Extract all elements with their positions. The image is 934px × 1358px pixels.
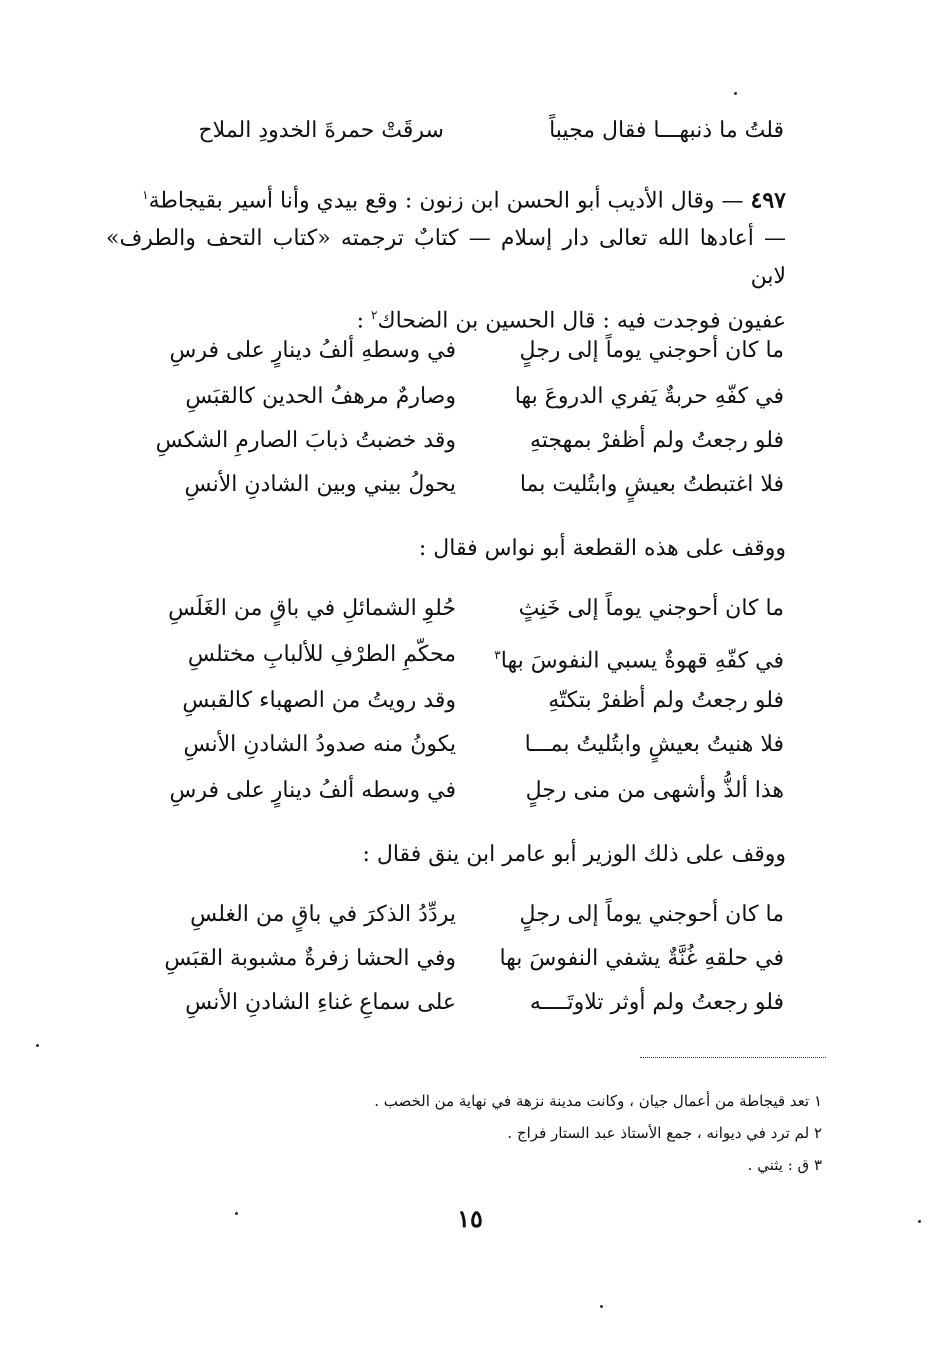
footnote-ref-1[interactable]: ١ [142, 188, 149, 202]
verse-right-hemistich: في كفّهِ حربةٌ يَفري الدروعَ بها [514, 384, 784, 409]
entry-text-3-end: : [356, 308, 372, 334]
verse-left-hemistich: في وسطهِ ألفُ دينارٍ على فرسِ [169, 338, 456, 363]
verse-row [0, 640, 934, 674]
verse-left-hemistich: في وسطه ألفُ دينارٍ على فرسِ [169, 778, 456, 803]
footnote-separator [640, 1057, 826, 1058]
verse-row [0, 594, 934, 624]
verse-right-hemistich: ما كان أحوجني يوماً إلى رجلٍ [519, 902, 784, 927]
verse-left-hemistich: يحولُ بيني وبين الشادنِ الأنسِ [184, 472, 456, 497]
entry-text-3: عفيون فوجدت فيه : قال الحسين بن الضحاك [377, 308, 786, 334]
verse-left-hemistich: وقد خضبتُ ذبابَ الصارمِ الشكسِ [155, 428, 456, 453]
verse-right-hemistich: ما كان أحوجني يوماً إلى رجلٍ [519, 338, 784, 363]
intro-abu-nuwas: ووقف على هذه القطعة أبو نواس فقال : [418, 536, 786, 561]
verse-text: في كفّهِ قهوةٌ يسبي النفوسَ بها [500, 648, 784, 674]
intro-abu-amir: ووقف على ذلك الوزير أبو عامر ابن ينق فقال : [362, 842, 786, 867]
verse-right-hemistich: قلتُ ما ذنبهـــا فقال مجيباً [549, 118, 784, 143]
footnote-3: ٣ ق : يثني . [747, 1156, 822, 1174]
scan-speck [734, 92, 737, 95]
verse-left-hemistich: حُلوِ الشمائلِ في باقٍ من الغَلَسِ [168, 596, 456, 621]
verse-right-hemistich: فلو رجعتُ ولم أظفرْ بتكتّهِ [548, 688, 784, 713]
verse-row [0, 382, 934, 412]
verse-left-hemistich: وفي الحشا زفرةٌ مشبوبة القبَسِ [164, 946, 456, 971]
verse-left-hemistich: يكونُ منه صدودُ الشادنِ الأنسِ [183, 732, 456, 757]
verse-row [0, 426, 934, 456]
opening-verse [0, 116, 934, 150]
verse-row [0, 988, 934, 1018]
verse-row [0, 470, 934, 500]
verse-row [0, 900, 934, 930]
verse-row [0, 776, 934, 806]
verse-left-hemistich: يردِّدُ الذكرَ في باقٍ من الغلسِ [190, 902, 456, 927]
scan-speck [36, 1044, 39, 1047]
footnote-2: ٢ لم ترد في ديوانه ، جمع الأستاذ عبد الستار فراج . [507, 1124, 822, 1142]
verse-right-hemistich: فلو رجعتُ ولم أوثر تلاوتَــــه [529, 990, 784, 1015]
verse-row [0, 336, 934, 366]
verse-right-hemistich: في حلقهِ غُنَّةٌ يشفي النفوسَ بها [499, 946, 784, 971]
entry-line-2 [106, 220, 786, 296]
entry-line-1 [106, 176, 786, 220]
verse-left-hemistich: وقد رويتُ من الصهباء كالقبسِ [182, 688, 456, 713]
verse-right-hemistich: فلا هنيتُ بعيشٍ وابتُليتُ بمـــا [524, 732, 784, 757]
entry-line-3 [106, 296, 786, 340]
scan-speck [600, 1305, 603, 1308]
verse-left-hemistich: سرقَتْ حمرةَ الخدودِ الملاح [198, 118, 444, 143]
scan-speck [235, 1212, 238, 1215]
verse-right-hemistich: فلا اغتبطتُ بعيشٍ وابتُليت بما [519, 472, 784, 497]
verse-right-hemistich: هذا ألذُّ وأشهى من منى رجلٍ [525, 778, 784, 803]
verse-right-hemistich: ما كان أحوجني يوماً إلى خَنِثٍ [518, 596, 784, 621]
verse-row [0, 944, 934, 974]
verse-left-hemistich: وصارمٌ مرهفُ الحدين كالقبَسِ [185, 384, 456, 409]
scan-speck [918, 1220, 921, 1223]
verse-row [0, 730, 934, 760]
verse-left-hemistich: على سماعِ غناءِ الشادنِ الأنسِ [185, 990, 456, 1015]
page-number: ١٥ [457, 1204, 483, 1233]
entry-number: ٤٩٧ [750, 187, 786, 214]
verse-right-hemistich [484, 640, 784, 676]
entry-text-2: — أعادها الله تعالى دار إسلام — كتابٌ ترجمته «كتاب التحف والطرف» لابن [106, 226, 786, 290]
footnote-1: ١ تعد قيجاطة من أعمال جيان ، وكانت مدينة نزهة في نهاية من الخصب . [374, 1092, 822, 1110]
verse-left-hemistich: محكّمِ الطرْفِ للألبابِ مختلسِ [187, 642, 456, 667]
entry-paragraph [106, 176, 786, 341]
footnote-ref-2[interactable]: ٢ [371, 308, 378, 323]
verse-row [0, 686, 934, 716]
footnote-ref-3[interactable]: ٣ [494, 648, 501, 662]
verse-right-hemistich: فلو رجعتُ ولم أظفرْ بمهجتهِ [529, 428, 784, 453]
entry-text-1: — وقال الأديب أبو الحسن ابن زنون : وقع بيدي وأنا أسير بقيجاطة [148, 188, 744, 214]
